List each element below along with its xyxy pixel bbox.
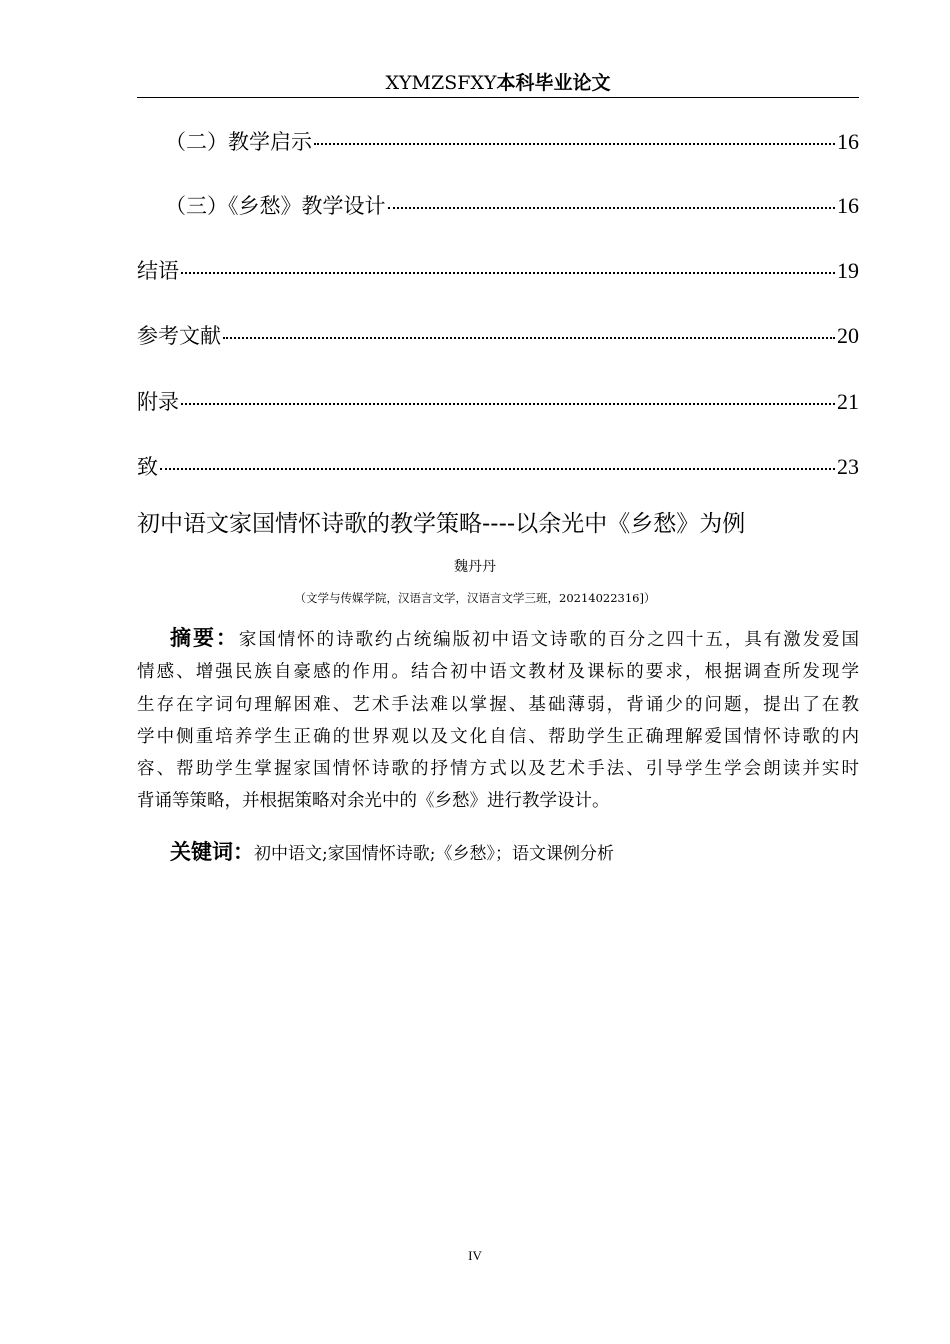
toc-label: 致 xyxy=(137,455,158,479)
toc-page: 19 xyxy=(837,258,859,283)
toc-leader xyxy=(181,403,835,405)
keywords-label: 关键词： xyxy=(170,840,254,864)
toc-page: 20 xyxy=(837,323,859,348)
toc-leader xyxy=(160,468,835,470)
toc-entry[interactable] xyxy=(137,255,859,285)
abstract-line: 背诵等策略，并根据策略对余光中的《乡愁》进行教学设计。 xyxy=(137,791,610,812)
abstract-line: 情感、增强民族自豪感的作用。结合初中语文教材及课标的要求，根据调查所发现学 xyxy=(137,662,859,683)
paper-author: 魏丹丹 xyxy=(454,559,496,575)
abstract-line: 家国情怀的诗歌约占统编版初中语文诗歌的百分之四十五，具有激发爱国 xyxy=(238,630,860,650)
toc-label: （三）《乡愁》教学设计 xyxy=(165,194,386,218)
keywords xyxy=(170,836,614,866)
toc-entry[interactable] xyxy=(137,126,859,156)
toc-page: 23 xyxy=(837,454,859,479)
toc-page: 16 xyxy=(837,129,859,154)
toc-label: 参考文献 xyxy=(137,324,221,348)
toc-leader xyxy=(223,337,835,339)
toc-entry[interactable] xyxy=(137,451,859,481)
toc-entry[interactable] xyxy=(137,386,859,416)
abstract-line: 容、帮助学生掌握家国情怀诗歌的抒情方式以及艺术手法、引导学生学会朗读并实时 xyxy=(137,759,859,780)
abstract-label: 摘要： xyxy=(170,626,239,650)
toc-entry[interactable] xyxy=(137,190,859,220)
toc-entry[interactable] xyxy=(137,320,859,350)
toc-leader xyxy=(388,207,836,209)
abstract-line: 学中侧重培养学生正确的世界观以及文化自信、帮助学生正确理解爱国情怀诗歌的内 xyxy=(137,726,859,747)
keywords-text: 初中语文;家国情怀诗歌;《乡愁》；语文课例分析 xyxy=(254,844,614,864)
toc-leader xyxy=(181,272,835,274)
abstract-line: 生存在字词句理解困难、艺术手法难以掌握、基础薄弱，背诵少的问题，提出了在教 xyxy=(137,694,859,715)
paper-title: 初中语文家国情怀诗歌的教学策略----以余光中《乡愁》为例 xyxy=(137,511,746,537)
toc-label: （二）教学启示 xyxy=(165,130,312,154)
header-title: 本科毕业论文 xyxy=(496,72,611,94)
toc-label: 附录 xyxy=(137,390,179,414)
toc-page: 16 xyxy=(837,193,859,218)
toc-leader xyxy=(314,143,835,145)
toc-page: 21 xyxy=(837,389,859,414)
toc-label: 结语 xyxy=(137,259,179,283)
page-header xyxy=(137,70,859,98)
abstract xyxy=(137,622,859,818)
paper-affiliation: （文学与传媒学院，汉语言文学，汉语言文学三班，20214022316]） xyxy=(294,591,656,605)
page-number: IV xyxy=(468,1248,482,1263)
header-code: XYMZSFXY xyxy=(385,72,497,94)
